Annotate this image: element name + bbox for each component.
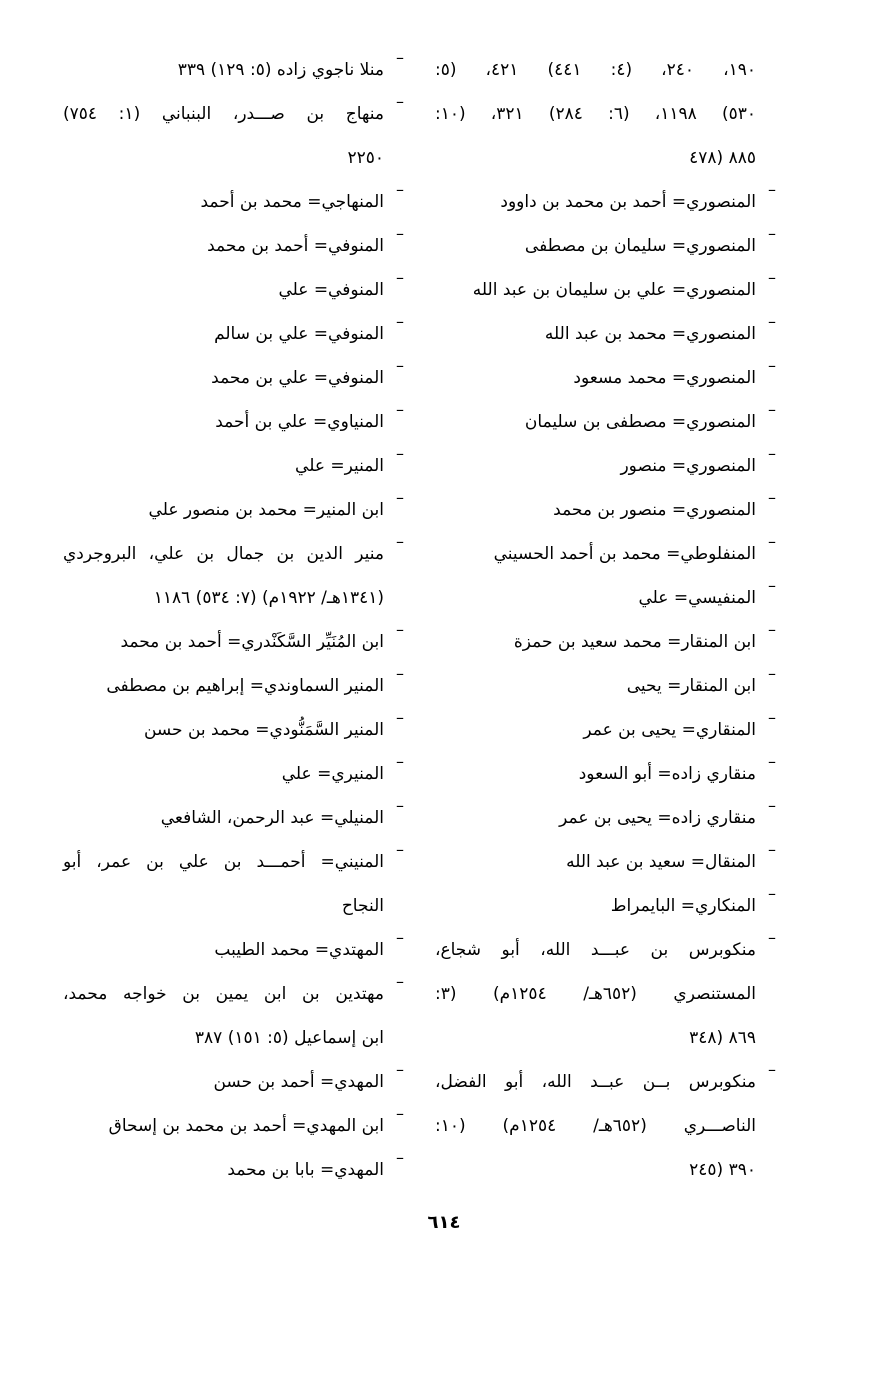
entry-line: ٣٩٠ (٢٤٥ (689, 1160, 756, 1180)
entry-line: المنيلي= عبد الرحمن، الشافعي (160, 808, 384, 828)
entry-line: المهدي= بابا بن محمد (227, 1160, 384, 1180)
index-entry (63, 400, 408, 444)
entry-dash: – (768, 752, 776, 771)
entry-dash: – (768, 268, 776, 287)
entry-line: المنوفي= أحمد بن محمد (207, 236, 384, 256)
entry-dash: – (768, 400, 776, 419)
entry-line: ٥٣٠) ١١٩٨، (٦: ٢٨٤) ٣٢١، (١٠: (435, 104, 757, 124)
entry-dash: – (396, 708, 404, 727)
index-entry (435, 796, 780, 840)
entry-dash: – (768, 532, 776, 551)
index-entry (63, 1104, 408, 1148)
entry-line: المنصوري= مصطفى بن سليمان (524, 412, 756, 432)
entry-line: منلا ناجوي زاده (٥: ١٢٩) ٣٣٩ (177, 60, 384, 80)
entry-line: المهدي= أحمد بن حسن (213, 1072, 384, 1092)
index-entry (435, 356, 780, 400)
index-entry (435, 620, 780, 664)
index-entry (435, 488, 780, 532)
entry-dash: – (396, 312, 404, 331)
entry-line: المنقاري= يحيى بن عمر (583, 720, 756, 740)
index-entry (435, 532, 780, 576)
entry-line: المنير السماوندي= إبراهيم بن مصطفى (106, 676, 384, 696)
entry-line: ١٩٠، ٢٤٠، (٤: ٤٤١) ٤٢١، (٥: (435, 60, 756, 80)
entry-line: ابن المنقار= يحيى (626, 676, 756, 696)
index-entry (435, 312, 780, 356)
index-entry (63, 708, 408, 752)
index-entry (435, 400, 780, 444)
entry-line: المنوفي= علي (278, 280, 384, 300)
entry-line: المنصوري= منصور (620, 456, 756, 476)
entry-line: مهتدين بن ابن يمين بن خواجه محمد، (63, 984, 384, 1004)
entry-line: المنقال= سعيد بن عبد الله (566, 852, 756, 872)
index-entry (63, 796, 408, 840)
entry-line: الناصـــري (٦٥٢هـ/ ١٢٥٤م) (١٠: (435, 1116, 757, 1136)
index-entry (435, 752, 780, 796)
entry-dash: – (768, 840, 776, 859)
index-entry (63, 180, 408, 224)
entry-line: ابن المنقار= محمد سعيد بن حمزة (513, 632, 756, 652)
entry-line: المنصوري= علي بن سليمان بن عبد الله (472, 280, 756, 300)
entry-line: ابن إسماعيل (٥: ١٥١) ٣٨٧ (194, 1028, 384, 1048)
entry-dash: – (396, 620, 404, 639)
index-entry (435, 224, 780, 268)
index-entry (63, 488, 408, 532)
entry-line: ابن المنير= محمد بن منصور علي (148, 500, 384, 520)
index-entry (63, 312, 408, 356)
entry-dash: – (396, 532, 404, 551)
index-entry (435, 576, 780, 620)
entry-line: منكوبرس بــن عبــد الله، أبو الفضل، (435, 1072, 756, 1092)
entry-dash: – (768, 180, 776, 199)
index-entry (63, 224, 408, 268)
entry-dash: – (396, 444, 404, 463)
entry-dash: – (768, 444, 776, 463)
index-entry (435, 928, 780, 1060)
index-entry (63, 268, 408, 312)
index-entry (435, 664, 780, 708)
entry-dash: – (768, 488, 776, 507)
entry-dash: – (768, 576, 776, 595)
entry-dash: – (396, 268, 404, 287)
index-entry (435, 1060, 780, 1192)
entry-line: المنير السَّمَنُّودي= محمد بن حسن (143, 720, 384, 740)
index-entry (63, 840, 408, 928)
entry-dash: – (396, 664, 404, 683)
index-entry (435, 884, 780, 928)
entry-line: المنهاجي= محمد بن أحمد (200, 192, 384, 212)
entry-dash: – (396, 840, 404, 859)
entry-dash: – (768, 356, 776, 375)
index-entry (63, 752, 408, 796)
index-entry (63, 356, 408, 400)
entry-dash: – (768, 664, 776, 683)
entry-line: المهتدي= محمد الطيبب (214, 940, 384, 960)
entry-line: منهاج بن صـــدر، البنباني (١: ٧٥٤) (63, 104, 385, 124)
entry-line: المنصوري= محمد بن عبد الله (544, 324, 756, 344)
index-entry (63, 1060, 408, 1104)
entry-line: المنيري= علي (281, 764, 384, 784)
index-entry (435, 268, 780, 312)
entry-dash: – (768, 224, 776, 243)
entry-line: المنير= علي (295, 456, 384, 476)
index-entry (435, 708, 780, 752)
entry-line: المنياوي= علي بن أحمد (215, 412, 384, 432)
entry-line: منقاري زاده= يحيى بن عمر (559, 808, 756, 828)
entry-dash: – (396, 488, 404, 507)
entry-line: ٢٢٥٠ (347, 148, 384, 168)
index-entry (63, 48, 408, 92)
entry-dash: – (768, 884, 776, 903)
index-entry (63, 92, 408, 180)
entry-line: المستنصري (٦٥٢هـ/ ١٢٥٤م) (٣: (435, 984, 756, 1004)
left-column (63, 48, 408, 1192)
entry-dash: – (768, 708, 776, 727)
entry-dash: – (396, 356, 404, 375)
entry-line: (١٣٤١هـ/ ١٩٢٢م) (٧: ٥٣٤) ١١٨٦ (153, 588, 384, 608)
entry-line: ابن المُنَيِّر السَّكَنْدري= أحمد بن محمد (120, 632, 384, 652)
entry-line: منقاري زاده= أبو السعود (578, 764, 756, 784)
entry-line: منكوبرس بن عبـــد الله، أبو شجاع، (435, 940, 756, 960)
index-entry (63, 1148, 408, 1192)
entry-dash: – (768, 796, 776, 815)
entry-dash: – (396, 1060, 404, 1079)
entry-line: ٨٦٩ (٣٤٨ (689, 1028, 756, 1048)
entry-line: المنصوري= أحمد بن محمد بن داوود (500, 192, 756, 212)
index-entry (63, 532, 408, 620)
entry-dash: – (768, 928, 776, 947)
index-entry (435, 180, 780, 224)
entry-line: المنصوري= منصور بن محمد (553, 500, 756, 520)
page-number: ٦١٤ (427, 1212, 461, 1233)
entry-dash: – (396, 92, 404, 111)
entry-line: المنصوري= سليمان بن مصطفى (524, 236, 756, 256)
index-entry (435, 840, 780, 884)
entry-dash: – (396, 1104, 404, 1123)
entry-dash: – (396, 180, 404, 199)
entry-line: ابن المهدي= أحمد بن محمد بن إسحاق (108, 1116, 384, 1136)
index-entry (63, 444, 408, 488)
entry-line: المنصوري= محمد مسعود (573, 368, 756, 388)
entry-dash: – (768, 620, 776, 639)
right-column (435, 48, 780, 1192)
entry-dash: – (768, 1060, 776, 1079)
entry-dash: – (396, 224, 404, 243)
entry-dash: – (768, 312, 776, 331)
index-entry (435, 444, 780, 488)
entry-line: المنوفي= علي بن محمد (211, 368, 384, 388)
index-entry (63, 664, 408, 708)
entry-line: المنفلوطي= محمد بن أحمد الحسيني (493, 544, 756, 564)
entry-line: المنكاري= البايمراط (610, 896, 756, 916)
entry-dash: – (396, 752, 404, 771)
entry-dash: – (396, 972, 404, 991)
entry-line: النجاح (341, 896, 384, 916)
entry-line: المنوفي= علي بن سالم (214, 324, 384, 344)
entry-line: المنفيسي= علي (638, 588, 756, 608)
index-entry (63, 928, 408, 972)
entry-dash: – (396, 928, 404, 947)
entry-dash: – (396, 48, 404, 67)
continuation-text (435, 48, 780, 180)
entry-line: منير الدين بن جمال بن علي، البروجردي (63, 544, 384, 564)
index-entry (63, 620, 408, 664)
entry-dash: – (396, 796, 404, 815)
entry-line: ٨٨٥ (٤٧٨ (689, 148, 756, 168)
index-entry (63, 972, 408, 1060)
entry-dash: – (396, 400, 404, 419)
entry-dash: – (396, 1148, 404, 1167)
entry-line: المنيني= أحمـــد بن علي بن عمر، أبو (63, 852, 384, 872)
